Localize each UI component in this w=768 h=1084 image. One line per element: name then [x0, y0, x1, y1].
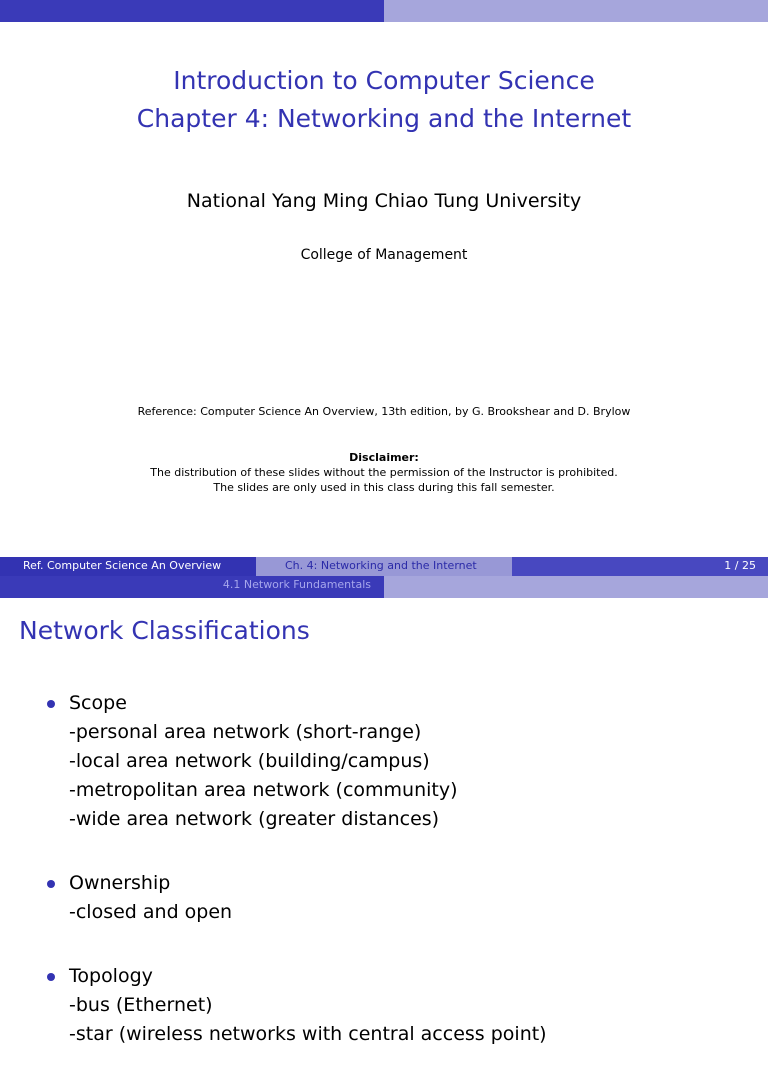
reference-note: Reference: Computer Science An Overview, 13th edition, by G. Brookshear and D. Brylow — [137, 405, 631, 418]
bullet-ball-icon — [46, 972, 56, 982]
bullet-label: Ownership — [69, 872, 171, 894]
list-item: -personal area network (short-range) — [69, 721, 422, 743]
bullet-scope — [46, 689, 547, 834]
list-item: -bus (Ethernet) — [69, 994, 213, 1016]
institute: College of Management — [300, 247, 468, 263]
list-item: -local area network (building/campus) — [69, 750, 430, 772]
bullet-ownership — [46, 869, 547, 927]
list-item: -metropolitan area network (community) — [69, 779, 458, 801]
disclaimer — [0, 450, 768, 495]
bullet-list — [46, 689, 547, 1084]
slide-title — [0, 62, 768, 138]
section-link[interactable]: 4.1 Network Fundamentals — [222, 578, 371, 591]
disclaimer-line-1: The distribution of these slides without the permission of the Instructor is prohibited. — [150, 466, 618, 479]
list-item: -closed and open — [69, 901, 233, 923]
bullet-label: Topology — [69, 965, 153, 987]
bullet-ball-icon — [46, 879, 56, 889]
section-bar-right-segment — [384, 576, 768, 598]
footer-page-number: 1 / 25 — [512, 557, 768, 576]
list-item: -star (wireless networks with central access point) — [69, 1023, 547, 1045]
disclaimer-heading: Disclaimer: — [349, 451, 419, 464]
bullet-topology — [46, 962, 547, 1049]
footer-short-title: Ref. Computer Science An Overview — [0, 557, 256, 576]
bullet-ball-icon — [46, 699, 56, 709]
content-slide — [0, 576, 768, 1045]
bullet-label: Scope — [69, 692, 127, 714]
top-navigation-bar — [0, 0, 768, 22]
author: National Yang Ming Chiao Tung University — [186, 190, 582, 212]
list-item: -wide area network (greater distances) — [69, 808, 440, 830]
footline — [0, 557, 768, 576]
disclaimer-line-2: The slides are only used in this class during this fall semester. — [213, 481, 555, 494]
title-line-1: Introduction to Computer Science — [173, 66, 595, 95]
title-line-2: Chapter 4: Networking and the Internet — [136, 104, 632, 133]
top-bar-left-segment — [0, 0, 384, 22]
section-navigation-bar — [0, 576, 768, 598]
top-bar-right-segment — [384, 0, 768, 22]
frame-title: Network Classifications — [19, 616, 310, 645]
footer-chapter: Ch. 4: Networking and the Internet — [256, 557, 512, 576]
